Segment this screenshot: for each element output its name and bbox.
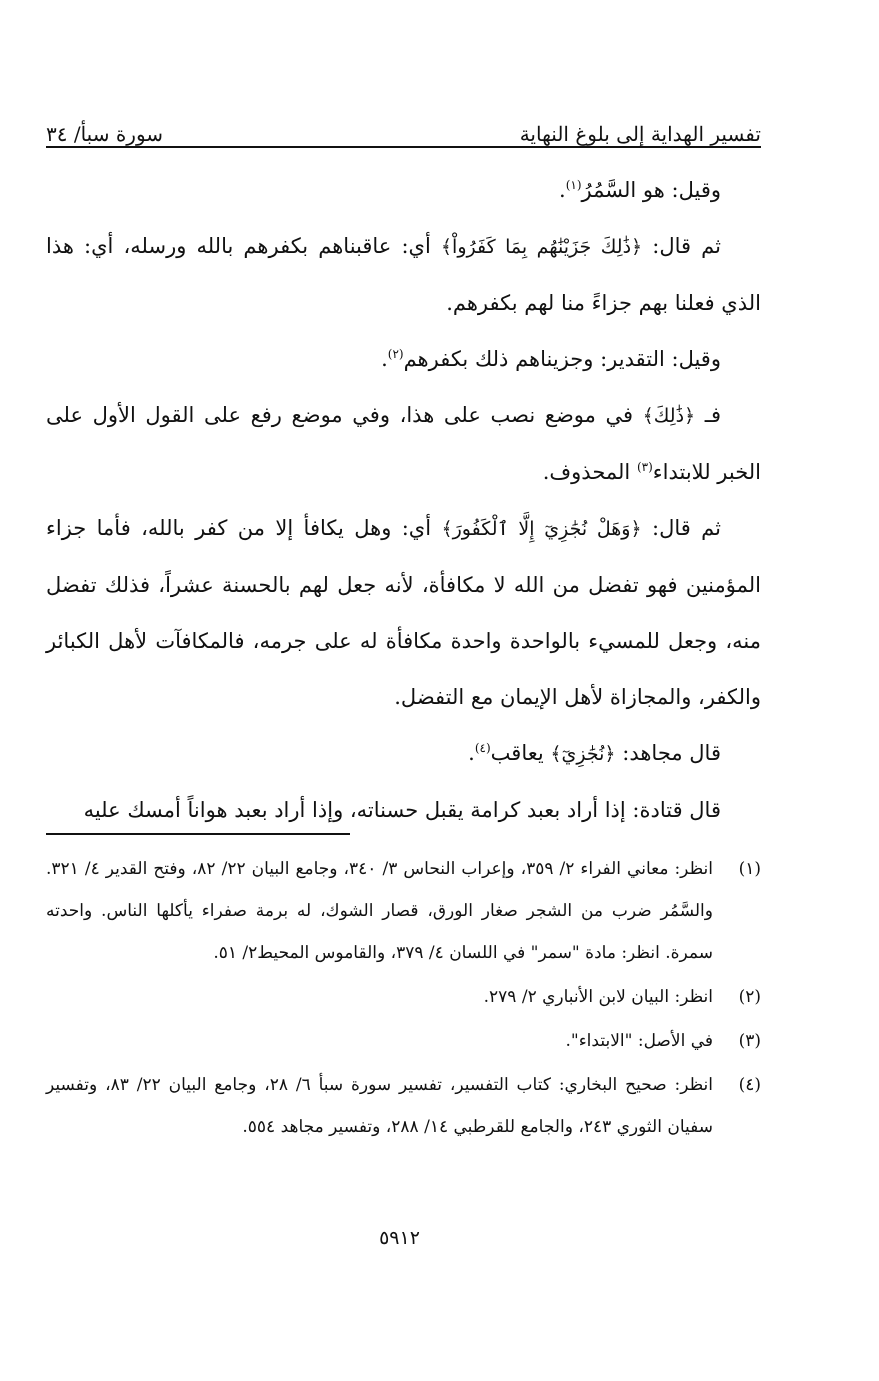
footnote-text: في الأصل: "الابتداء".	[565, 1031, 713, 1051]
footnote-ref-4: (٤)	[474, 741, 491, 755]
quran-verse: ﴿وَهَلْ نُجَٰزِيٓ إِلَّا ٱلْكَفُورَ﴾	[441, 518, 642, 540]
header-rule	[46, 146, 761, 148]
footnote-ref-2: (٢)	[387, 347, 404, 361]
book-title: تفسير الهداية إلى بلوغ النهاية	[519, 122, 761, 146]
quran-word: ﴿نُجَٰزِيٓ﴾	[550, 743, 616, 765]
footnote-text: انظر: البيان لابن الأنباري ٢/ ٢٧٩.	[483, 987, 713, 1007]
footnote-number: (٤)	[738, 1075, 761, 1095]
quran-word: ﴿ذَٰلِكَ﴾	[642, 405, 696, 427]
paragraph-7: قال قتادة: إذا أراد بعبد كرامة يقبل حسناته، وإذا أراد بعبد هواناً أمسك عليه	[83, 798, 721, 822]
footnote-number: (٢)	[738, 987, 761, 1007]
paragraph-1: وقيل: هو السَّمُرُ$^{(١)}$.	[559, 178, 721, 202]
footnote-1	[46, 848, 761, 974]
footnote-4	[46, 1064, 761, 1148]
footnote-text: انظر: معاني الفراء ٢/ ٣٥٩، وإعراب النحاس ٣/ ٣٤٠، وجامع البيان ٢٢/ ٨٢، وفتح القدير ٤/ ٣٢١. والسَّمُر ضرب من الشجر صغار الورق، قصار الشوك، له برمة صفراء يأكلها الناس. واحدته سمرة. انظر: مادة "سمر" في اللسان ٤/ ٣٧٩، والقاموس المحيط٢/ ٥١.	[46, 859, 713, 963]
footnote-3	[46, 1020, 761, 1062]
footnote-text: انظر: صحيح البخاري: كتاب التفسير، تفسير سورة سبأ ٦/ ٢٨، وجامع البيان ٢٢/ ٨٣، وتفسير سفيان الثوري ٢٤٣، والجامع للقرطبي ١٤/ ٢٨٨، وتفسير مجاهد ٥٥٤.	[46, 1075, 714, 1137]
footnote-number: (١)	[738, 859, 761, 879]
paragraph-2: ثم قال: ﴿ذَٰلِكَ جَزَيْنَٰهُم بِمَا كَفَرُواْ﴾ أي: عاقبناهم بكفرهم بالله ورسله، أي: هذا الذي فعلنا بهم جزاءً منا لهم بكفرهم.	[46, 234, 761, 315]
footnote-number: (٣)	[738, 1031, 761, 1051]
surah-label: سورة سبأ/ ٣٤	[46, 122, 164, 146]
footnote-2	[46, 976, 761, 1018]
footnotes	[46, 848, 761, 1150]
paragraph-3: وقيل: التقدير: وجزيناهم ذلك بكفرهم$^{(٢)}$.	[381, 347, 721, 371]
running-header	[46, 104, 761, 146]
paragraph-6: قال مجاهد: ﴿نُجَٰزِيٓ﴾ يعاقب$^{(٤)}$.	[468, 741, 721, 765]
page-number: ٥٩١٢	[379, 1227, 420, 1249]
main-text	[46, 162, 761, 838]
footnote-ref-1: (١)	[565, 178, 582, 192]
footnote-separator	[46, 833, 350, 835]
paragraph-5: ثم قال: ﴿وَهَلْ نُجَٰزِيٓ إِلَّا ٱلْكَفُورَ﴾ أي: وهل يكافأ إلا من كفر بالله، فأما جزاء المؤمنين فهو تفضل من الله لا مكافأة، لأنه جعل لهم بالحسنة عشراً، فذلك تفضل منه، وجعل للمسيء بالواحدة واحدة مكافأة له على جرمه، فالمكافآت لأهل الكبائر والكفر، والمجازاة لأهل الإيمان مع التفضل.	[46, 516, 761, 709]
quran-verse: ﴿ذَٰلِكَ جَزَيْنَٰهُم بِمَا كَفَرُواْ﴾	[440, 236, 643, 258]
paragraph-4: فـ ﴿ذَٰلِكَ﴾ في موضع نصب على هذا، وفي موضع رفع على القول الأول على الخبر للابتداء$^{(٣)}$ المحذوف.	[46, 403, 761, 484]
footnote-ref-3: (٣)	[636, 460, 653, 474]
